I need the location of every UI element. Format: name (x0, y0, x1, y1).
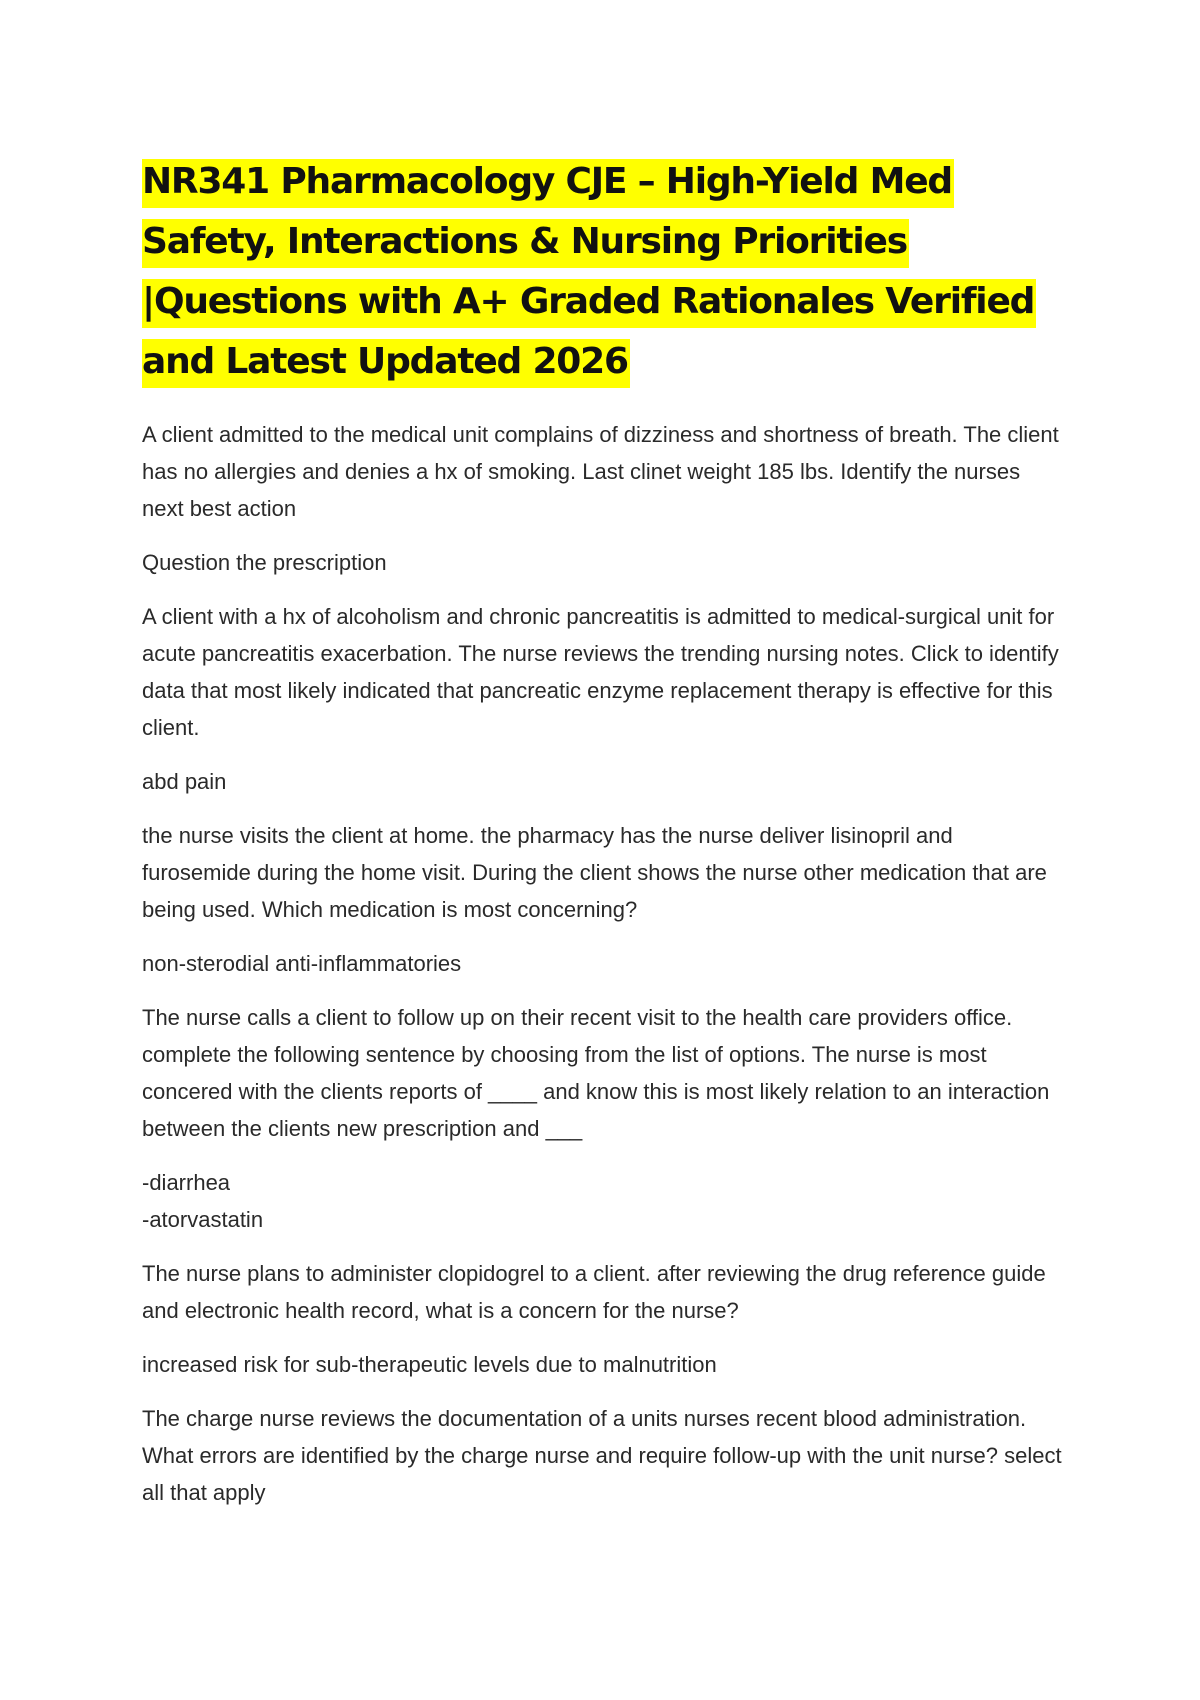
qa-item-6 (142, 1400, 1062, 1511)
answer-text (142, 1164, 1062, 1238)
answer-line: -diarrhea (142, 1170, 231, 1195)
answer-line: increased risk for sub-therapeutic levels due to malnutrition (142, 1352, 717, 1377)
highlighted-title-text: NR341 Pharmacology CJE – High-Yield Med Safety, Interactions & Nursing Priorities |Questions with A+ Graded Rationales Verified and Latest Updated 2026 (142, 159, 1036, 388)
answer-text (142, 544, 1062, 581)
question-text: The nurse plans to administer clopidogrel to a client. after reviewing the drug reference guide and electronic health record, what is a concern for the nurse? (142, 1261, 1046, 1323)
question-text: A client admitted to the medical unit complains of dizziness and shortness of breath. The client has no allergies and denies a hx of smoking. Last clinet weight 185 lbs. Identify the nurses next best action (142, 422, 1059, 521)
document-content (142, 152, 1062, 1528)
question-text: The charge nurse reviews the documentation of a units nurses recent blood administration. What errors are identified by the charge nurse and require follow-up with the unit nurse? select all that apply (142, 1406, 1062, 1505)
qa-item-5 (142, 1255, 1062, 1383)
qa-item-1 (142, 416, 1062, 581)
question-text: the nurse visits the client at home. the pharmacy has the nurse deliver lisinopril and furosemide during the home visit. During the client shows the nurse other medication that are being used. Which medication is most concerning? (142, 823, 1047, 922)
qa-item-2 (142, 598, 1062, 800)
document-title (142, 152, 1062, 392)
question-text: The nurse calls a client to follow up on their recent visit to the health care providers office. complete the following sentence by choosing from the list of options. The nurse is most concered with the clients reports of ____ and know this is most likely relation to an interaction between the clients new prescription and ___ (142, 1005, 1050, 1141)
answer-line: -atorvastatin (142, 1207, 264, 1232)
answer-text (142, 763, 1062, 800)
answer-line: Question the prescription (142, 550, 387, 575)
answer-line: non-sterodial anti-inflammatories (142, 951, 462, 976)
qa-item-4 (142, 999, 1062, 1238)
answer-text (142, 1346, 1062, 1383)
qa-item-3 (142, 817, 1062, 982)
answer-text (142, 945, 1062, 982)
answer-line: abd pain (142, 769, 227, 794)
question-text: A client with a hx of alcoholism and chronic pancreatitis is admitted to medical-surgical unit for acute pancreatitis exacerbation. The nurse reviews the trending nursing notes. Click to identify data that most likely indicated that pancreatic enzyme replacement therapy is effective for this client. (142, 604, 1059, 740)
